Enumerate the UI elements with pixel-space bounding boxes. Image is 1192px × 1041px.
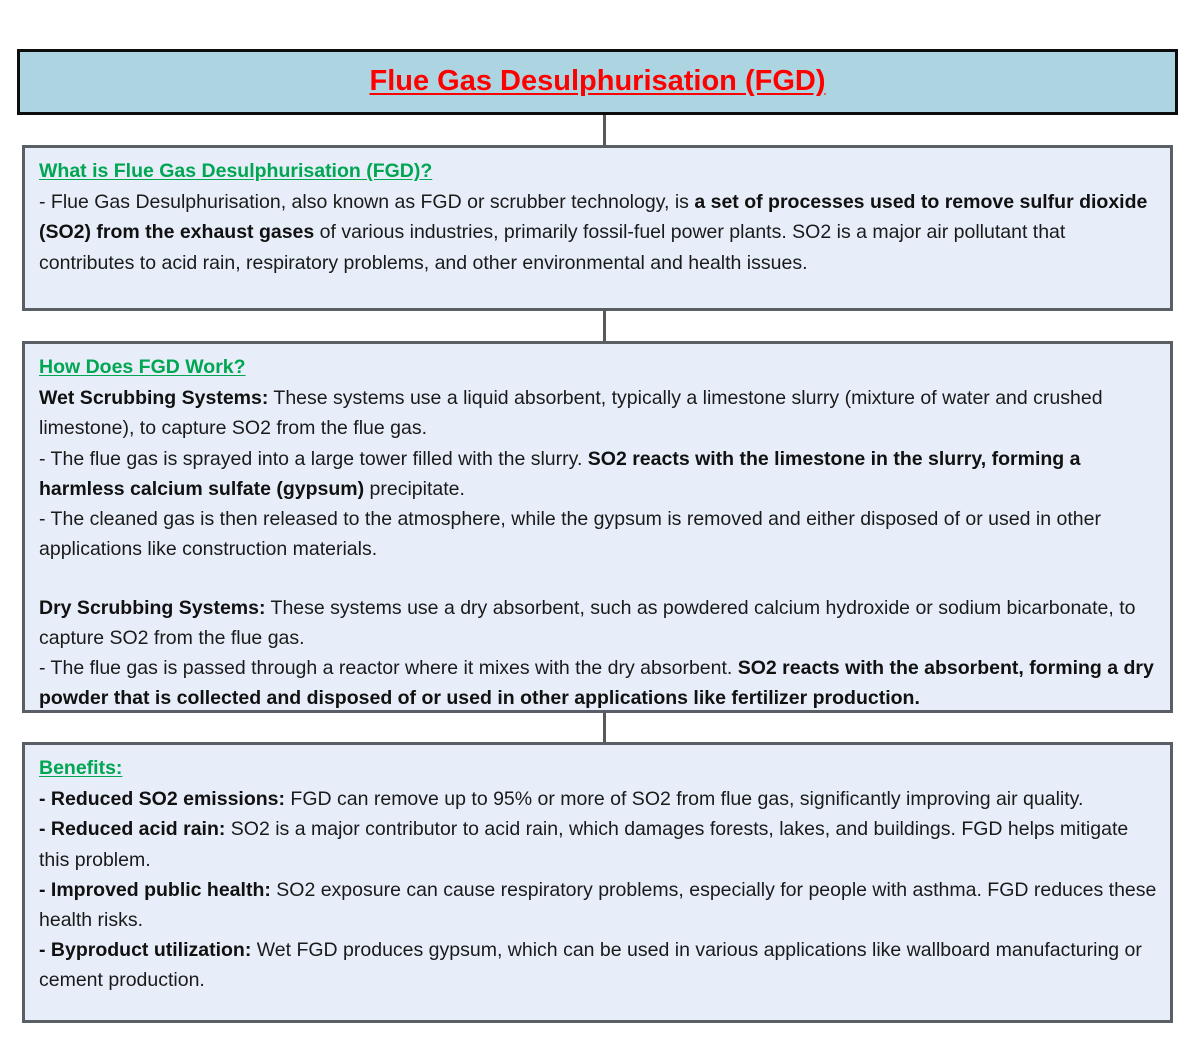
bold-run: SO2 reacts with the limestone in the slurry, forming a harmless calcium sulfate (gypsum) — [39, 447, 1081, 500]
section-body — [39, 383, 1157, 713]
section-box-what-is-fgd — [22, 145, 1173, 311]
bold-run: - Byproduct utilization: — [39, 938, 252, 961]
text-run: - Flue Gas Desulphurisation, also known as FGD or scrubber technology, is — [39, 191, 695, 214]
page-title: Flue Gas Desulphurisation (FGD) — [369, 65, 826, 98]
bold-run: a set of processes used to remove sulfur dioxide (SO2) from the exhaust gases — [39, 191, 1148, 244]
paragraph — [39, 187, 1157, 277]
text-run: These systems use a liquid absorbent, typically a limestone slurry (mixture of water and crushed limestone), to capture SO2 from the flue gas. — [39, 387, 1103, 440]
text-run: Wet FGD produces gypsum, which can be used in various applications like wallboard manufacturing or cement production. — [39, 938, 1142, 991]
text-run: FGD can remove up to 95% or more of SO2 from flue gas, significantly improving air quality. — [285, 788, 1084, 811]
bold-run: Wet Scrubbing Systems: — [39, 387, 269, 410]
text-run: SO2 is a major contributor to acid rain, which damages forests, lakes, and buildings. FGD helps mitigate this problem. — [39, 818, 1129, 871]
section-box-how-does-fgd-work — [22, 341, 1173, 713]
connector-line-title-to-section-1 — [603, 115, 606, 146]
paragraph — [39, 935, 1157, 995]
paragraph — [39, 444, 1157, 504]
bold-run: Dry Scrubbing Systems: — [39, 597, 266, 619]
text-run: of various industries, primarily fossil-fuel power plants. SO2 is a major air pollutant that contributes to acid rain, respiratory problems, and other environmental and health issues. — [39, 221, 1066, 274]
bold-run: - Improved public health: — [39, 878, 271, 901]
text-run: - The flue gas is sprayed into a large tower filled with the slurry. — [39, 447, 588, 470]
paragraph — [39, 593, 1157, 653]
title-box — [17, 49, 1178, 115]
section-body — [39, 784, 1157, 995]
section-box-benefits — [22, 742, 1173, 1023]
bold-run: - Reduced acid rain: — [39, 818, 226, 841]
text-run: precipitate. — [364, 477, 465, 500]
paragraph — [39, 784, 1157, 814]
paragraph — [39, 814, 1157, 874]
paragraph — [39, 875, 1157, 935]
paragraph — [39, 383, 1157, 443]
section-heading: What is Flue Gas Desulphurisation (FGD)? — [39, 160, 433, 182]
section-heading: Benefits: — [39, 757, 123, 779]
paragraph — [39, 653, 1157, 713]
section-heading: How Does FGD Work? — [39, 356, 246, 378]
text-run: These systems use a dry absorbent, such as powdered calcium hydroxide or sodium bicarbonate, to capture SO2 from the flue gas. — [39, 597, 1136, 650]
section-body — [39, 187, 1157, 277]
bold-run: SO2 reacts with the absorbent, forming a dry powder that is collected and disposed of or used in other applications like fertilizer production. — [39, 657, 1154, 710]
bold-run: - Reduced SO2 emissions: — [39, 788, 285, 811]
text-run: - The flue gas is passed through a reactor where it mixes with the dry absorbent. — [39, 657, 738, 680]
paragraph-spacer — [39, 564, 1157, 593]
connector-line-section-2-to-3 — [603, 712, 606, 742]
text-run: - The cleaned gas is then released to the atmosphere, while the gypsum is removed and either disposed of or used in other applications like construction materials. — [39, 507, 1101, 560]
paragraph — [39, 504, 1157, 564]
text-run: SO2 exposure can cause respiratory problems, especially for people with asthma. FGD reduces these health risks. — [39, 878, 1157, 931]
connector-line-section-1-to-2 — [603, 310, 606, 342]
